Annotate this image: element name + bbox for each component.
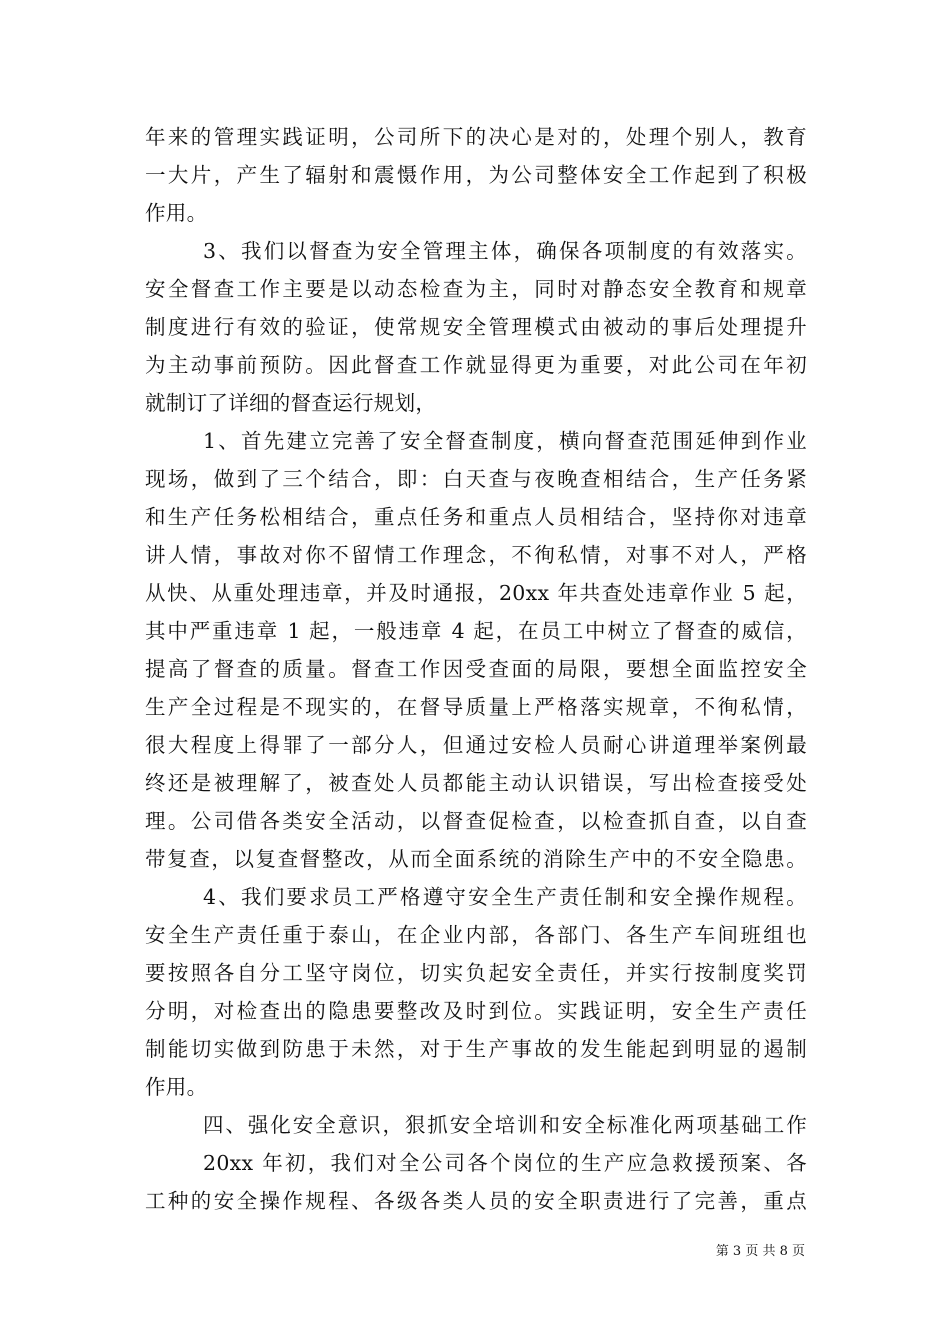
text-line: 安全生产责任重于泰山，在企业内部，各部门、各生产车间班组也 [145, 923, 807, 947]
text-line: 生产全过程是不现实的，在督导质量上严格落实规章，不徇私情， [145, 695, 807, 719]
text-line: 终还是被理解了，被查处人员都能主动认识错误，写出检查接受处 [145, 771, 807, 795]
text-line: 作用。 [145, 201, 208, 225]
text-line: 1、首先建立完善了安全督查制度，横向督查范围延伸到作业 [203, 429, 807, 453]
text-line: 其中严重违章 1 起，一般违章 4 起，在员工中树立了督查的威信， [145, 619, 807, 643]
text-line: 分明，对检查出的隐患要整改及时到位。实践证明，安全生产责任 [145, 999, 807, 1023]
text-line: 就制订了详细的督查运行规划， [145, 391, 437, 415]
text-line: 制能切实做到防患于未然，对于生产事故的发生能起到明显的遏制 [145, 1037, 807, 1061]
text-line: 从快、从重处理违章，并及时通报，20xx 年共查处违章作业 5 起， [145, 581, 807, 605]
text-line: 现场，做到了三个结合，即：白天查与夜晚查相结合，生产任务紧 [145, 467, 807, 491]
text-line: 安全督查工作主要是以动态检查为主，同时对静态安全教育和规章 [145, 277, 807, 301]
text-line: 工种的安全操作规程、各级各类人员的安全职责进行了完善，重点 [145, 1189, 807, 1213]
text-line: 带复查，以复查督整改，从而全面系统的消除生产中的不安全隐患。 [145, 847, 807, 871]
text-line: 20xx 年初，我们对全公司各个岗位的生产应急救援预案、各 [203, 1151, 807, 1175]
text-line: 和生产任务松相结合，重点任务和重点人员相结合，坚持你对违章 [145, 505, 807, 529]
text-line: 3、我们以督查为安全管理主体，确保各项制度的有效落实。 [203, 239, 807, 263]
text-line: 一大片，产生了辐射和震慑作用，为公司整体安全工作起到了积极 [145, 163, 807, 187]
text-line: 制度进行有效的验证，使常规安全管理模式由被动的事后处理提升 [145, 315, 807, 339]
text-line: 年来的管理实践证明，公司所下的决心是对的，处理个别人，教育 [145, 125, 807, 149]
document-body [145, 118, 807, 1220]
text-line: 要按照各自分工坚守岗位，切实负起安全责任，并实行按制度奖罚 [145, 961, 807, 985]
text-line: 4、我们要求员工严格遵守安全生产责任制和安全操作规程。 [203, 885, 807, 909]
text-line: 提高了督查的质量。督查工作因受查面的局限，要想全面监控安全 [145, 657, 807, 681]
text-line: 四、强化安全意识，狠抓安全培训和安全标准化两项基础工作 [203, 1113, 807, 1137]
text-line: 很大程度上得罪了一部分人，但通过安检人员耐心讲道理举案例最 [145, 733, 807, 757]
text-line: 讲人情，事故对你不留情工作理念，不徇私情，对事不对人，严格 [145, 543, 807, 567]
text-line: 理。公司借各类安全活动，以督查促检查，以检查抓自查，以自查 [145, 809, 807, 833]
text-line: 为主动事前预防。因此督查工作就显得更为重要，对此公司在年初 [145, 353, 807, 377]
page-number: 第 3 页 共 8 页 [715, 1244, 805, 1259]
text-line: 作用。 [145, 1075, 208, 1099]
